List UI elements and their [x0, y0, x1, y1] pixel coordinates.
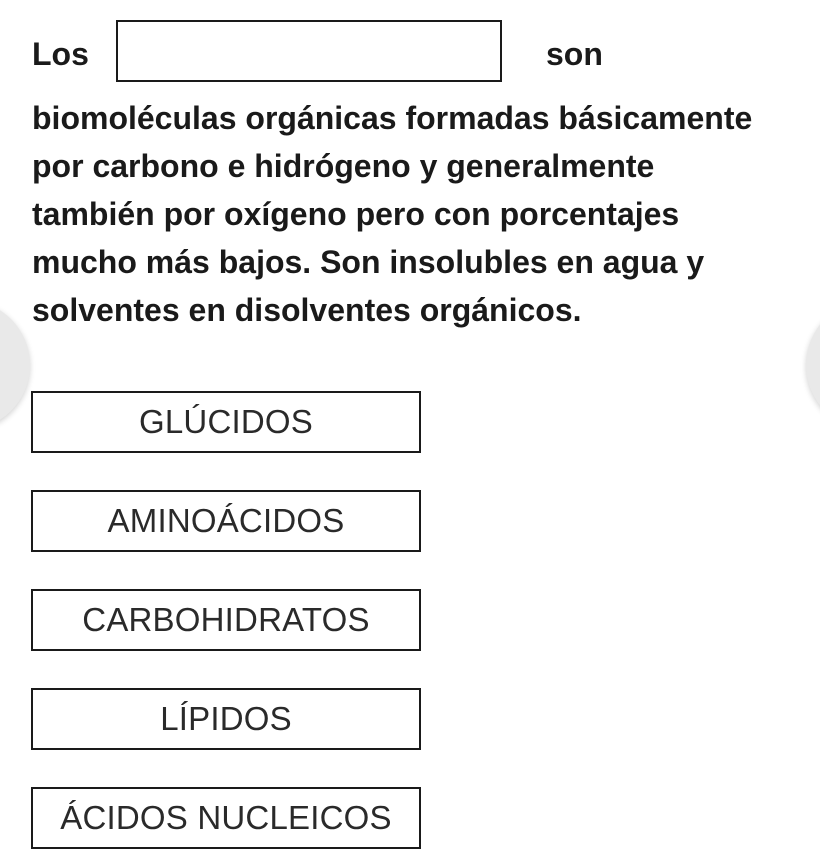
answer-blank-dropzone[interactable] [116, 20, 502, 82]
option-glucidos[interactable]: GLÚCIDOS [31, 391, 421, 453]
previous-nav-button[interactable] [0, 300, 30, 430]
option-lipidos[interactable]: LÍPIDOS [31, 688, 421, 750]
question-word-after: son [546, 36, 603, 72]
next-nav-button[interactable] [806, 300, 820, 430]
option-acidos-nucleicos[interactable]: ÁCIDOS NUCLEICOS [31, 787, 421, 849]
question-word-before: Los [32, 36, 89, 72]
answer-options [31, 391, 421, 867]
option-carbohidratos[interactable]: CARBOHIDRATOS [31, 589, 421, 651]
question-text [32, 20, 792, 334]
question-first-line [32, 20, 792, 86]
question-body: biomoléculas orgánicas formadas básicamente por carbono e hidrógeno y generalmente también por oxígeno pero con porcentajes mucho más bajos. Son insolubles en agua y solventes en disolventes orgánicos. [32, 100, 753, 328]
option-aminoacidos[interactable]: AMINOÁCIDOS [31, 490, 421, 552]
